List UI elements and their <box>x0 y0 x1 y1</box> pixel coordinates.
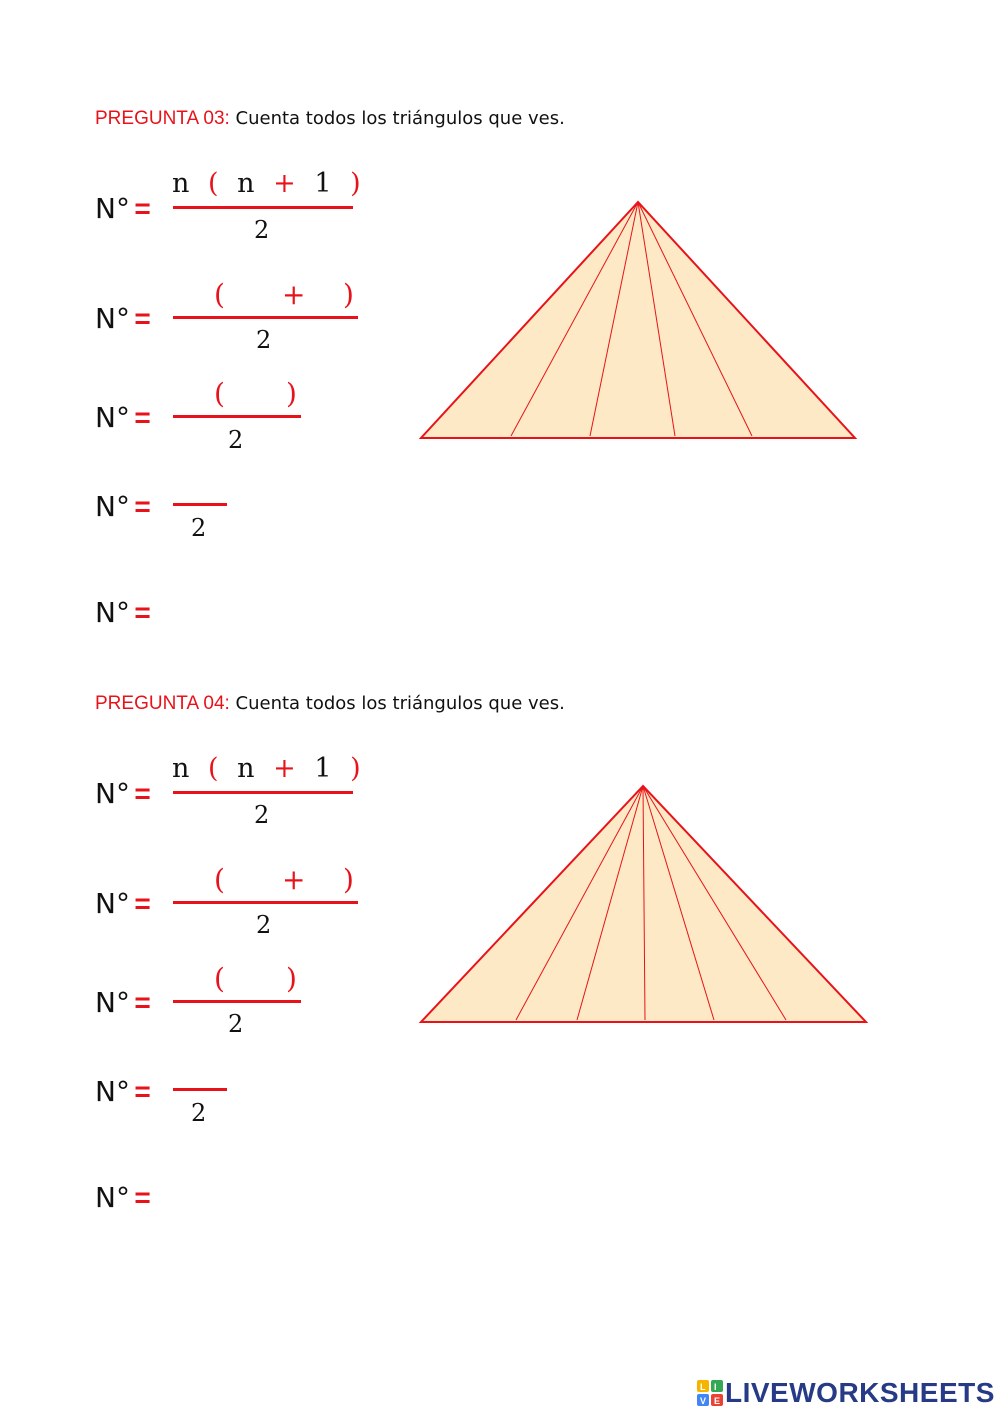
number-label: N° <box>95 192 130 225</box>
equals-sign: = <box>134 193 151 224</box>
number-label: N° <box>95 490 130 523</box>
equals-sign: = <box>134 1182 151 1213</box>
svg-text:L: L <box>700 1382 706 1392</box>
equals-sign: = <box>134 888 151 919</box>
denominator: 2 <box>254 216 270 244</box>
denominator: 2 <box>191 1099 207 1127</box>
close-paren: ) <box>286 962 297 995</box>
number-label: N° <box>95 401 130 434</box>
svg-text:E: E <box>714 1396 721 1406</box>
open-paren: ( <box>207 168 219 199</box>
question-text: Cuenta todos los triángulos que ves. <box>229 108 565 129</box>
open-paren: ( <box>214 278 225 311</box>
number-label: N° <box>95 302 130 335</box>
denominator: 2 <box>191 514 207 542</box>
close-paren: ) <box>350 753 361 784</box>
plus-sign: + <box>273 753 296 784</box>
number-label: N° <box>95 1181 130 1214</box>
equals-sign: = <box>134 597 151 628</box>
equals-sign: = <box>134 303 151 334</box>
liveworksheets-logo <box>697 1377 995 1411</box>
svg-text:I: I <box>714 1382 717 1392</box>
n-variable: n <box>237 753 255 784</box>
number-label: N° <box>95 777 130 810</box>
question-label: PREGUNTA 04: <box>95 693 230 714</box>
close-paren: ) <box>286 377 297 410</box>
plus-sign: + <box>282 863 306 896</box>
equals-sign: = <box>134 1076 151 1107</box>
open-paren: ( <box>214 377 225 410</box>
number-label: N° <box>95 1075 130 1108</box>
plus-sign: + <box>273 168 296 199</box>
denominator: 2 <box>254 801 270 829</box>
liveworksheets-icon <box>697 1380 723 1406</box>
denominator: 2 <box>256 911 272 939</box>
open-paren: ( <box>214 863 225 896</box>
n-variable: n <box>172 753 190 784</box>
one-constant: 1 <box>314 168 332 199</box>
number-label: N° <box>95 986 130 1019</box>
open-paren: ( <box>214 962 225 995</box>
denominator: 2 <box>228 1010 244 1038</box>
question-label: PREGUNTA 03: <box>95 108 230 129</box>
question-text: Cuenta todos los triángulos que ves. <box>229 693 565 714</box>
equals-sign: = <box>134 491 151 522</box>
denominator: 2 <box>228 426 244 454</box>
svg-text:V: V <box>700 1396 707 1406</box>
n-variable: n <box>237 168 255 199</box>
equals-sign: = <box>134 778 151 809</box>
plus-sign: + <box>282 278 306 311</box>
close-paren: ) <box>350 168 361 199</box>
close-paren: ) <box>343 863 354 896</box>
number-label: N° <box>95 596 130 629</box>
logo-text: LIVEWORKSHEETS <box>725 1377 995 1408</box>
n-variable: n <box>172 168 190 199</box>
denominator: 2 <box>256 326 272 354</box>
number-label: N° <box>95 887 130 920</box>
one-constant: 1 <box>314 753 332 784</box>
close-paren: ) <box>343 278 354 311</box>
open-paren: ( <box>207 753 219 784</box>
equals-sign: = <box>134 987 151 1018</box>
equals-sign: = <box>134 402 151 433</box>
